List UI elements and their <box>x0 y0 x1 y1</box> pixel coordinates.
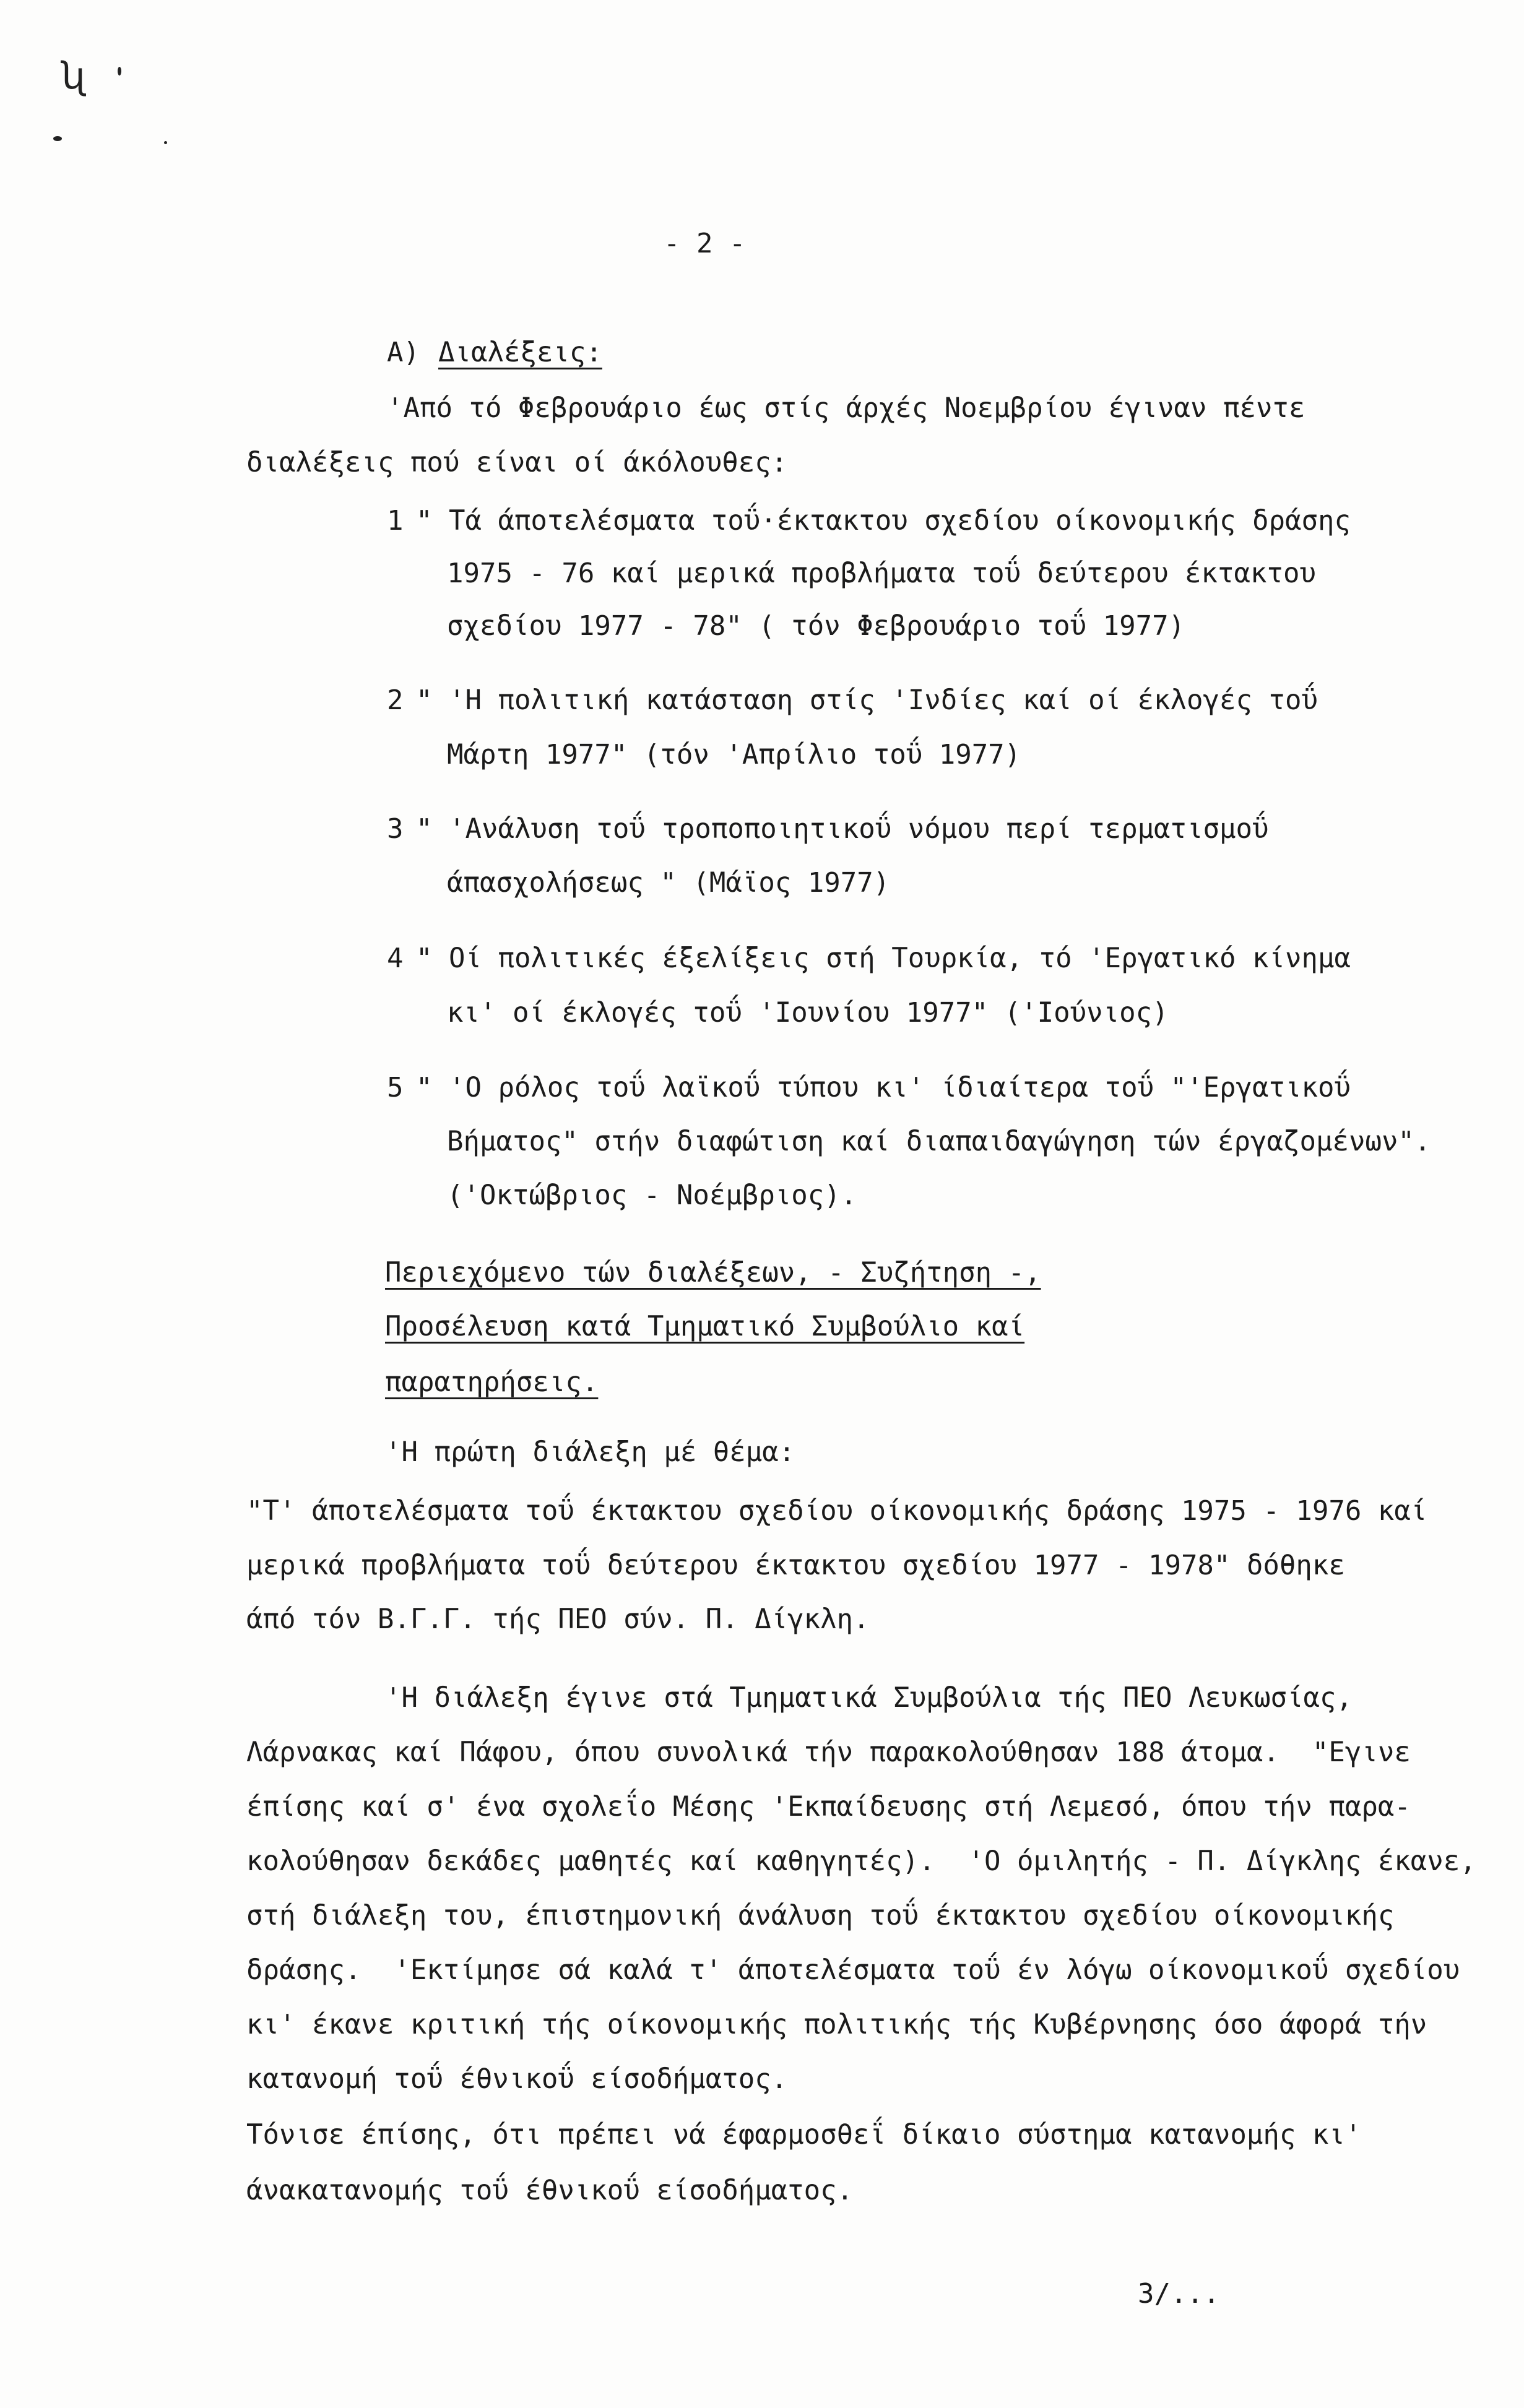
lecture-text-line: " 'Ανάλυση τοΰ τροποποιητικοΰ νόμου περί τερματισμοΰ <box>416 813 1269 845</box>
scan-speck <box>164 141 167 144</box>
lecture-number: 5 <box>387 1072 404 1103</box>
lecture-text-line: Μάρτη 1977" (τόν 'Απρίλιο τοΰ 1977) <box>447 739 1021 770</box>
lecture-number: 2 <box>387 684 404 716</box>
lecture-text-line: άπασχολήσεως " (Μάϊος 1977) <box>447 867 890 899</box>
body-line: στή διάλεξη του, έπιστημονική άνάλυση τοΰ έκτακτου σχεδίου οίκονομικής <box>246 1900 1395 1931</box>
lecture-number: 4 <box>387 943 404 974</box>
body-line: μερικά προβλήματα τοΰ δεύτερου έκτακτου σχεδίου 1977 - 1978" δόθηκε <box>246 1550 1345 1581</box>
lecture-number: 1 <box>387 505 404 537</box>
body-line: κατανομή τοΰ έθνικοΰ είσοδήματος. <box>246 2063 788 2095</box>
lecture-text-line: " Τά άποτελέσματα τοΰ·έκτακτου σχεδίου οίκονομικής δράσης <box>416 505 1351 537</box>
page-number: - 2 - <box>664 228 746 259</box>
lecture-text-line: " Οί πολιτικές έξελίξεις στή Τουρκία, τό 'Εργατικό κίνημα <box>416 943 1351 974</box>
scan-speck <box>118 67 121 76</box>
subheading-line: Προσέλευση κατά Τμηματικό Συμβούλιο καί <box>385 1311 1025 1342</box>
body-line: 'Η διάλεξη έγινε στά Τμηματικά Συμβούλια τής ΠΕΟ Λευκωσίας, <box>385 1682 1353 1714</box>
section-heading-prefix: A) <box>387 337 420 368</box>
lecture-text-line: 1975 - 76 καί μερικά προβλήματα τοΰ δεύτερου έκτακτου <box>447 558 1316 589</box>
subheading-line: παρατηρήσεις. <box>385 1366 599 1398</box>
intro-line: 'Από τό Φεβρουάριο έως στίς άρχές Νοεμβρίου έγιναν πέντε <box>387 392 1305 424</box>
body-line: δράσης. 'Εκτίμησε σά καλά τ' άποτελέσματα τοΰ έν λόγω οίκονομικοΰ σχεδίου <box>246 1954 1460 1986</box>
lecture-text-line: κι' οί έκλογές τοΰ 'Ιουνίου 1977" ('Ιούνιος) <box>447 997 1169 1029</box>
subheading-line: Περιεχόμενο τών διαλέξεων, - Συζήτηση -, <box>385 1257 1041 1288</box>
body-line: έπίσης καί σ' ένα σχολεΐο Μέσης 'Εκπαίδευσης στή Λεμεσό, όπου τήν παρα- <box>246 1791 1411 1823</box>
lecture-text-line: " 'Η πολιτική κατάσταση στίς 'Ινδίες καί οί έκλογές τοΰ <box>416 684 1318 716</box>
body-line: άνακατανομής τοΰ έθνικοΰ είσοδήματος. <box>246 2175 854 2206</box>
intro-line: διαλέξεις πού είναι οί άκόλουθες: <box>246 447 788 478</box>
body-line: "Τ' άποτελέσματα τοΰ έκτακτου σχεδίου οίκονομικής δράσης 1975 - 1976 καί <box>246 1495 1427 1527</box>
section-heading-title: Διαλέξεις: <box>438 337 602 368</box>
body-line: κι' έκανε κριτική τής οίκονομικής πολιτικής τής Κυβέρνησης όσο άφορά τήν <box>246 2009 1427 2040</box>
body-line: κολούθησαν δεκάδες μαθητές καί καθηγητές). 'Ο όμιλητής - Π. Δίγκλης έκανε, <box>246 1845 1476 1877</box>
body-line: Λάρνακας καί Πάφου, όπου συνολικά τήν παρακολούθησαν 188 άτομα. "Εγινε <box>246 1737 1411 1768</box>
lecture-number: 3 <box>387 813 404 845</box>
lecture-text-line: ('Οκτώβριος - Νοέμβριος). <box>447 1180 857 1211</box>
handwritten-mark: ʯ <box>61 54 85 98</box>
lecture-text-line: σχεδίου 1977 - 78" ( τόν Φεβρουάριο τοΰ 1977) <box>447 610 1185 642</box>
lecture-text-line: " 'Ο ρόλος τοΰ λαϊκοΰ τύπου κι' ίδιαίτερα τοΰ "'Εργατικοΰ <box>416 1072 1351 1103</box>
body-line: άπό τόν Β.Γ.Γ. τής ΠΕΟ σύν. Π. Δίγκλη. <box>246 1603 870 1635</box>
body-line: Τόνισε έπίσης, ότι πρέπει νά έφαρμοσθεΐ δίκαιο σύστημα κατανομής κι' <box>246 2119 1362 2151</box>
continuation-marker: 3/... <box>1138 2278 1220 2310</box>
lecture-text-line: Βήματος" στήν διαφώτιση καί διαπαιδαγώγηση τών έργαζομένων". <box>447 1126 1431 1157</box>
body-line: 'Η πρώτη διάλεξη μέ θέμα: <box>385 1436 795 1468</box>
scan-speck <box>53 136 62 141</box>
